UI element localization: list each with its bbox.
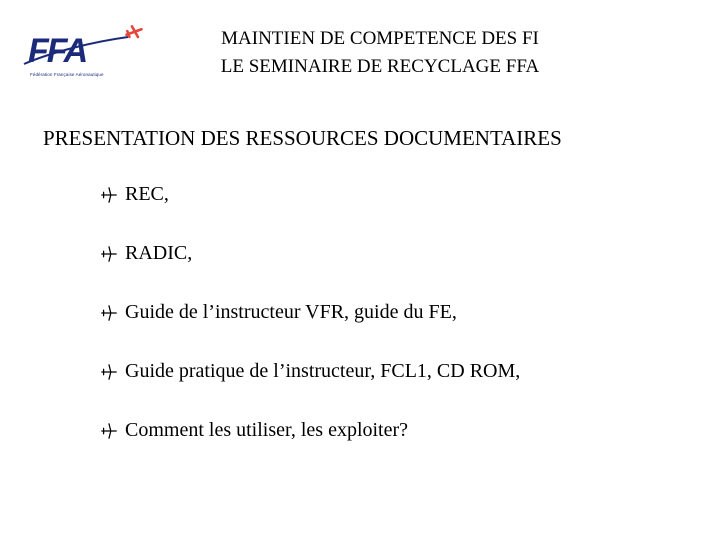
header-line-2: LE SEMINAIRE DE RECYCLAGE FFA bbox=[220, 56, 540, 77]
airplane-icon bbox=[100, 422, 118, 440]
airplane-icon bbox=[100, 186, 118, 204]
logo-caption: Fédération Française Aéronautique bbox=[30, 72, 104, 77]
logo-wordmark: FFA bbox=[28, 32, 87, 70]
bullet-text: Guide de l’instructeur VFR, guide du FE, bbox=[125, 301, 457, 323]
ffa-logo-icon bbox=[22, 22, 152, 72]
bullet-text: Comment les utiliser, les exploiter? bbox=[125, 419, 409, 441]
slide-header bbox=[200, 25, 560, 81]
bullet-text: RADIC, bbox=[125, 242, 193, 264]
airplane-icon bbox=[100, 363, 118, 381]
airplane-icon bbox=[100, 304, 118, 322]
bullet-text: Guide pratique de l’instructeur, FCL1, CD ROM, bbox=[125, 360, 521, 382]
section-title: PRESENTATION DES RESSOURCES DOCUMENTAIRES bbox=[43, 126, 562, 150]
airplane-icon bbox=[100, 245, 118, 263]
bullet-text: REC, bbox=[125, 183, 169, 205]
header-line-1: MAINTIEN DE COMPETENCE DES FI bbox=[221, 28, 539, 49]
ffa-logo bbox=[22, 22, 152, 84]
